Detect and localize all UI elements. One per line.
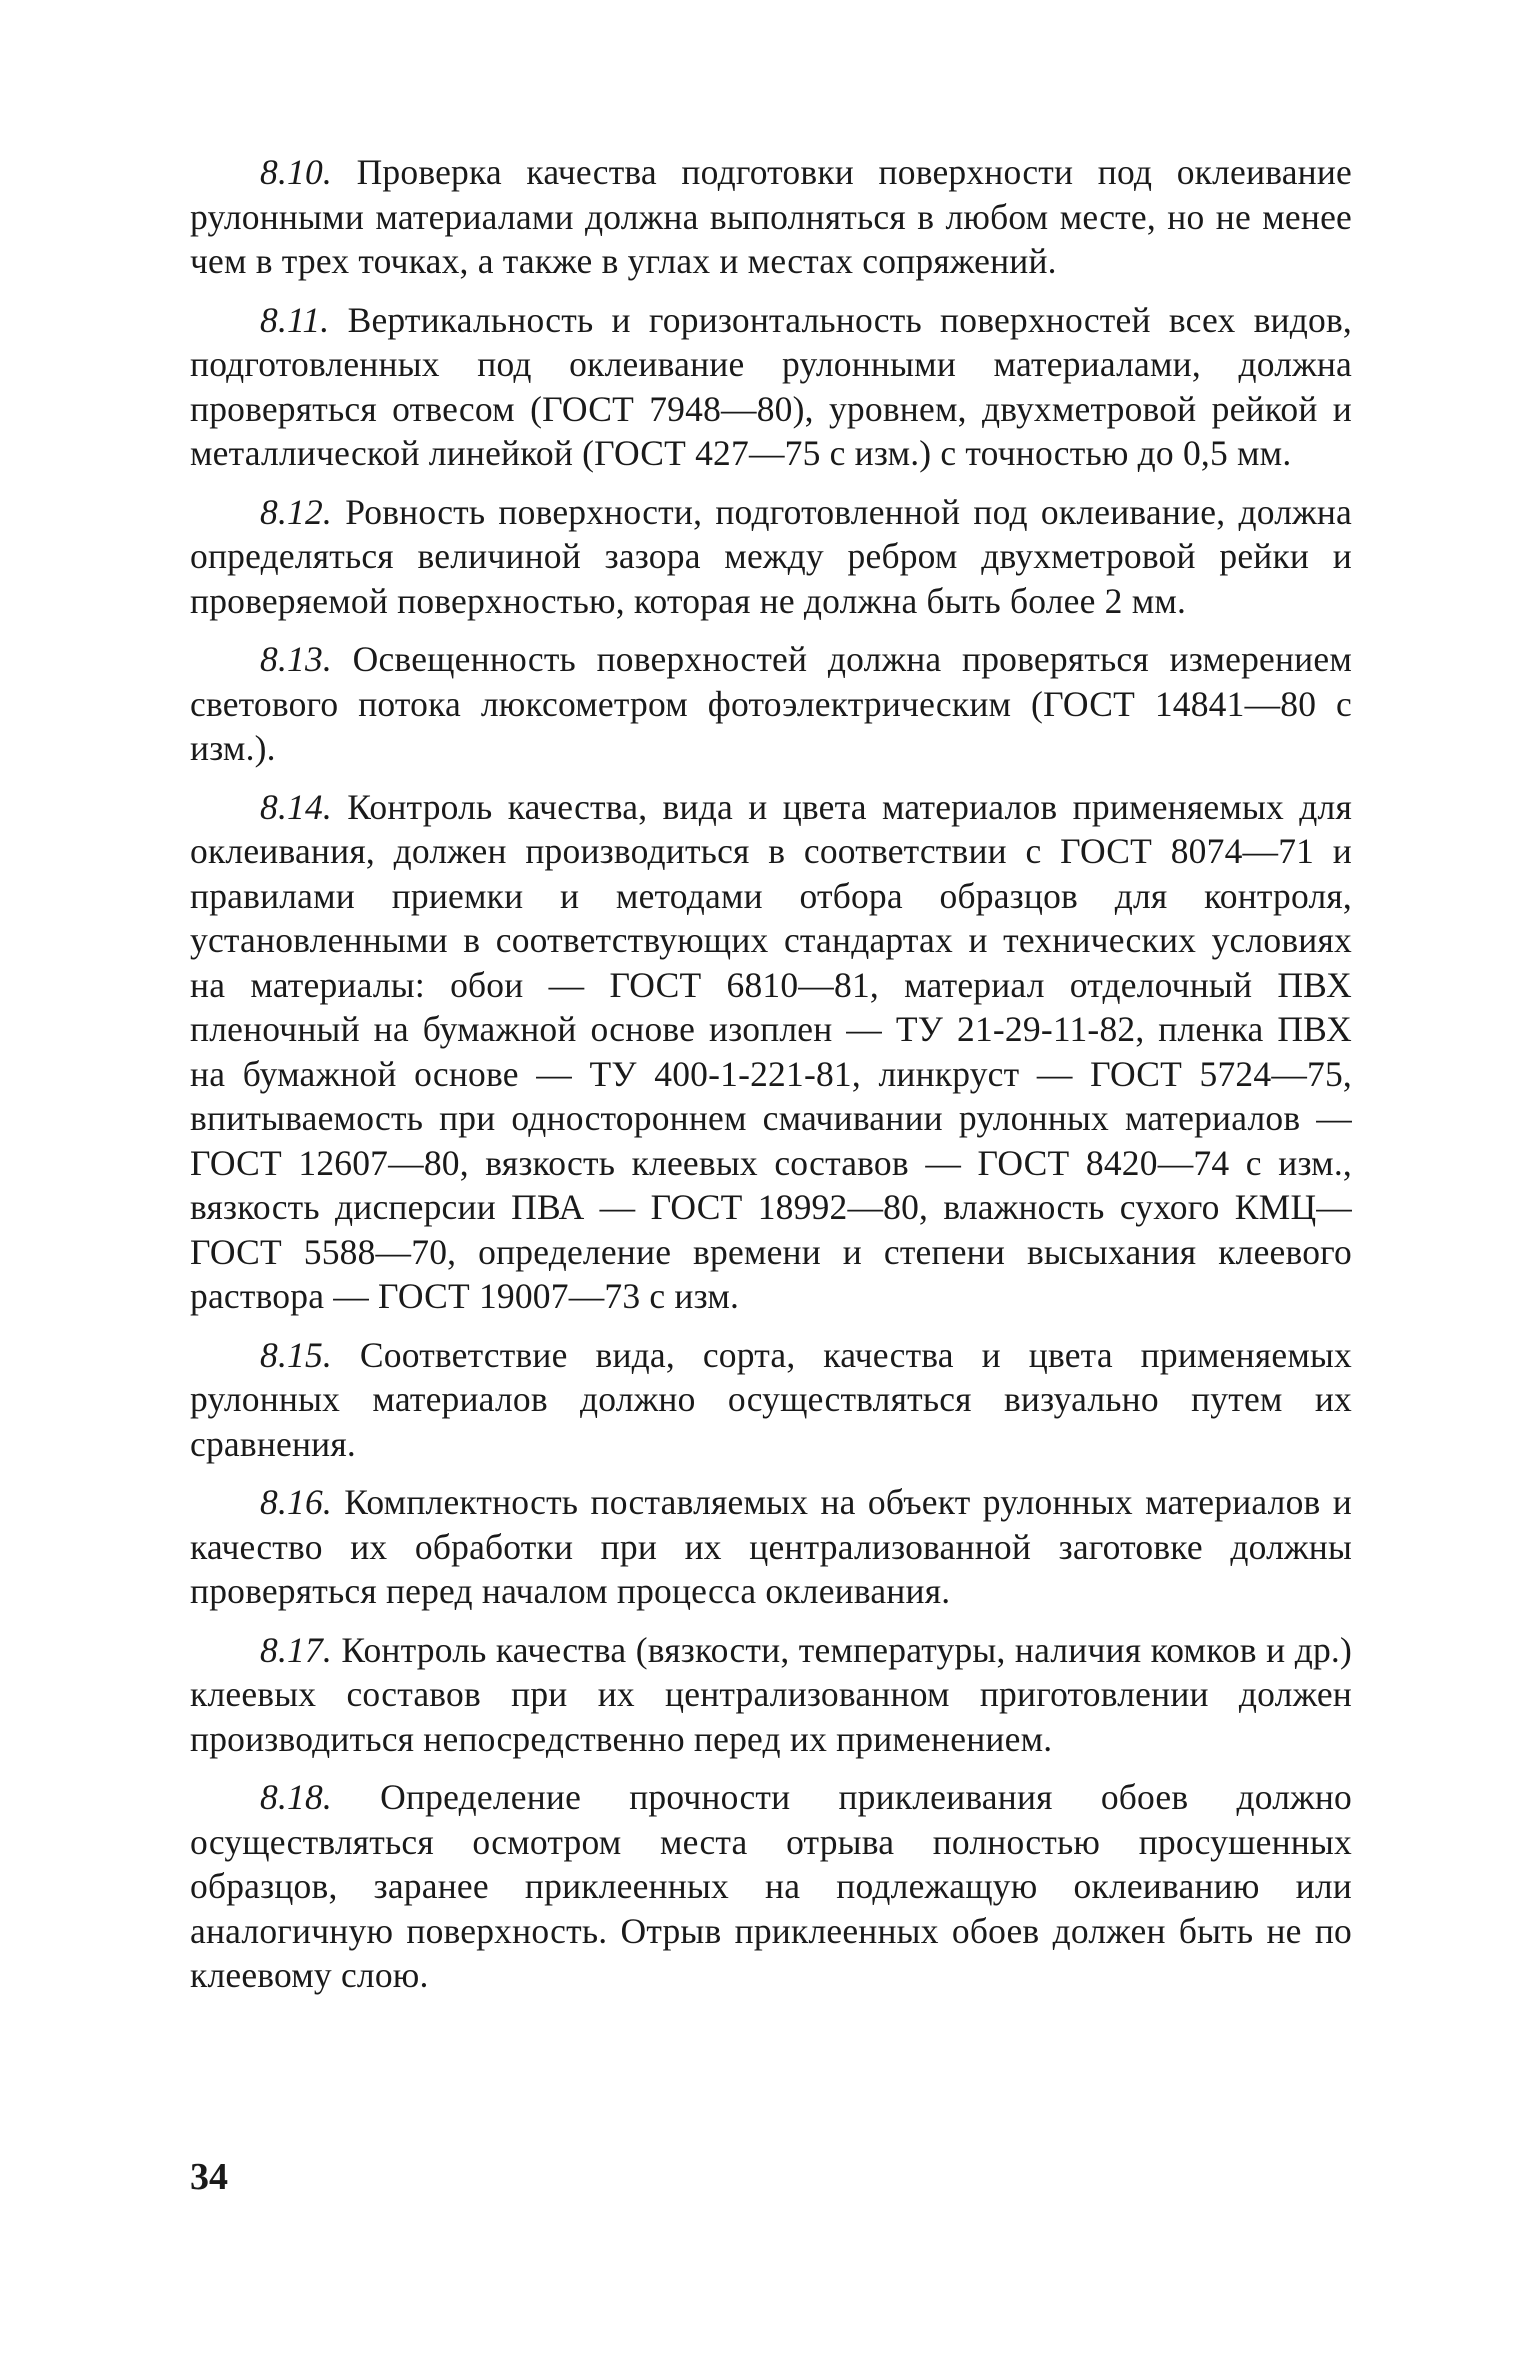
paragraph-8-14: [190, 785, 1352, 1319]
clause-number: 8.16.: [260, 1482, 332, 1522]
clause-number: 8.18.: [260, 1777, 332, 1817]
clause-text: Определение прочности приклеивания обоев должно осуществляться осмотром места отрыва полностью просушенных образцов, заранее приклеенных на подлежащую оклеиванию или аналогичную поверхность. Отрыв приклеенных обоев должен быть не по клеевому слою.: [190, 1777, 1353, 1995]
clause-number: 8.17.: [260, 1629, 332, 1670]
paragraph-8-16: [190, 1480, 1352, 1614]
paragraph-8-10: [190, 150, 1352, 284]
document-page: [190, 150, 1352, 2012]
clause-text: Соответствие вида, сорта, качества и цвета применяемых рулонных материалов должно осуществляться визуально путем их сравнения.: [190, 1334, 1352, 1464]
clause-number: 8.11.: [260, 299, 330, 340]
paragraph-8-13: [190, 637, 1352, 771]
clause-text: Проверка качества подготовки поверхности под оклеивание рулонными материалами должна выполняться в любом месте, но не менее чем в трех точках, а также в углах и местах сопряжений.: [190, 152, 1353, 281]
clause-number: 8.14.: [260, 786, 332, 827]
clause-number: 8.13.: [260, 639, 332, 679]
clause-text: Контроль качества, вида и цвета материалов применяемых для оклеивания, должен производиться в соответствии с ГОСТ 8074—71 и правилами приемки и методами отбора образцов для контроля, установленными в соответствующих стандартах и технических условиях на материалы: обои — ГОСТ 6810—81, материал отделочный ПВХ пленочный на бумажной основе изоплен — ТУ 21-29-11-82, пленка ПВХ на бумажной основе — ТУ 400-1-221-81, линкруст — ГОСТ 5724—75, впитываемость при одностороннем смачивании рулонных материалов — ГОСТ 12607—80, вязкость клеевых составов — ГОСТ 8420—74 с изм., вязкость дисперсии ПВА — ГОСТ 18992—80, влажность сухого КМЦ—ГОСТ 5588—70, определение времени и степени высыхания клеевого раствора — ГОСТ 19007—73 с изм.: [190, 786, 1352, 1316]
paragraph-8-12: [190, 490, 1352, 624]
page-number: 34: [190, 2156, 228, 2198]
paragraph-8-18: [190, 1775, 1352, 1998]
clause-text: Ровность поверхности, подготовленной под оклеивание, должна определяться величиной зазора между ребром двухметровой рейки и проверяемой поверхностью, которая не должна быть более 2 мм.: [190, 491, 1352, 621]
clause-number: 8.12.: [260, 491, 332, 532]
clause-number: 8.10.: [260, 152, 332, 192]
paragraph-8-15: [190, 1333, 1352, 1467]
clause-text: Комплектность поставляемых на объект рулонных материалов и качество их обработки при их централизованной заготовке должны проверяться перед началом процесса оклеивания.: [190, 1482, 1353, 1611]
clause-text: Контроль качества (вязкости, температуры, наличия комков и др.) клеевых составов при их централизованном приготовлении должен производиться непосредственно перед их применением.: [190, 1629, 1353, 1759]
clause-number: 8.15.: [260, 1334, 332, 1375]
paragraph-8-17: [190, 1628, 1352, 1762]
paragraph-8-11: [190, 298, 1352, 476]
clause-text: Освещенность поверхностей должна проверяться измерением светового потока люксометром фотоэлектрическим (ГОСТ 14841—80 с изм.).: [190, 639, 1352, 768]
clause-text: Вертикальность и горизонтальность поверхностей всех видов, подготовленных под оклеивание рулонными материалами, должна проверяться отвесом (ГОСТ 7948—80), уровнем, двухметровой рейкой и металлической линейкой (ГОСТ 427—75 с изм.) с точностью до 0,5 мм.: [190, 299, 1353, 473]
